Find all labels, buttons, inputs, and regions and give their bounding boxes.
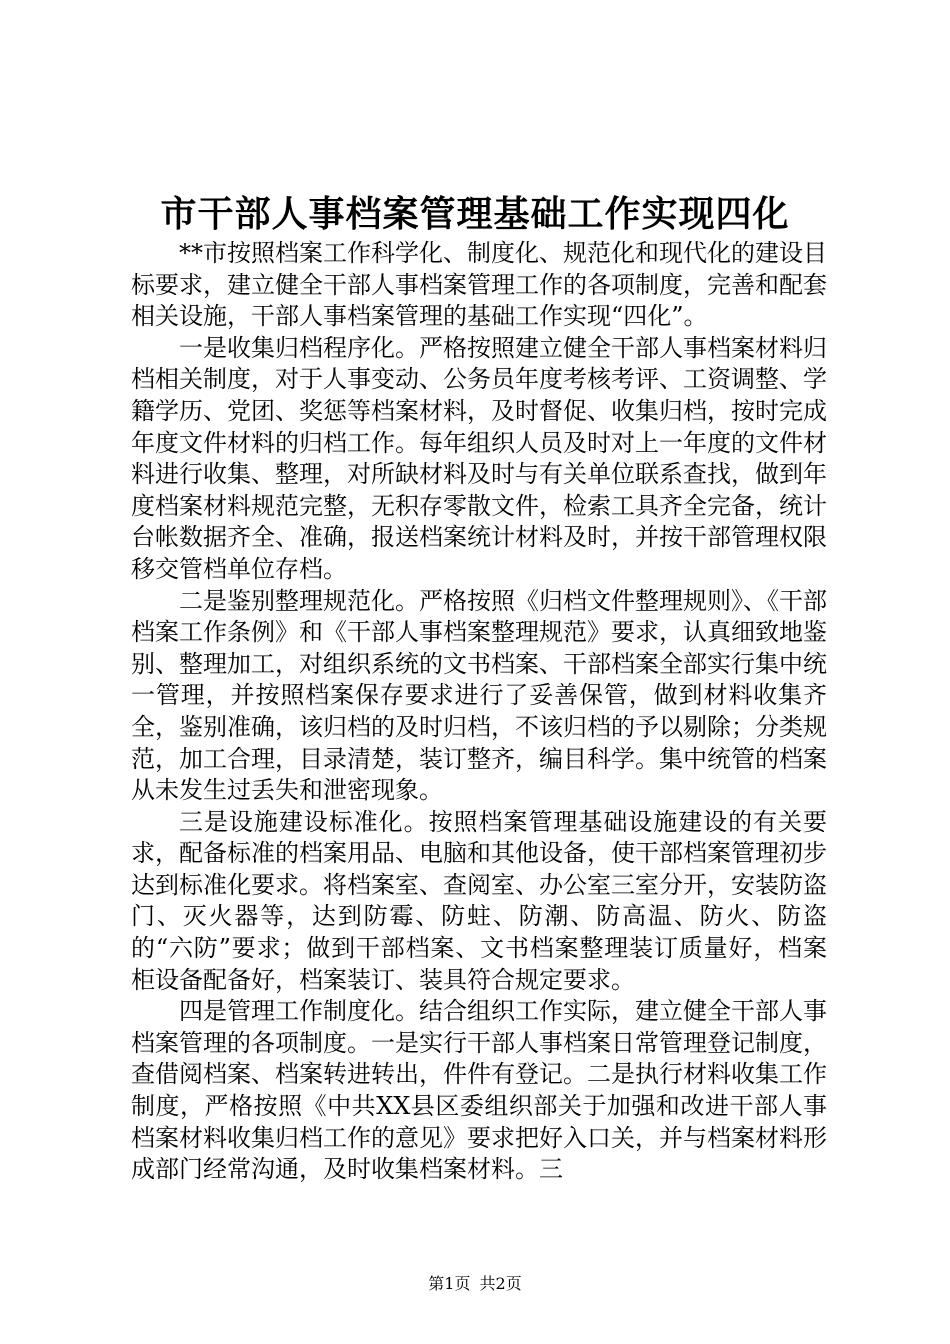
paragraph-collection-archiving: 一是收集归档程序化。严格按照建立健全干部人事档案材料归档相关制度，对于人事变动、公务员年度考核考评、工资调整、学籍学历、党团、奖惩等档案材料，及时督促、收集归档，按时完成年度文件材料的归档工作。每年组织人员及时对上一年度的文件材料进行收集、整理，对所缺材料及时与有关单位联系查找，做到年度档案材料规范完整，无积存零散文件，检索工具齐全完备，统计台帐数据齐全、准确，报送档案统计材料及时，并按干部管理权限移交管档单位存档。 bbox=[131, 333, 827, 583]
page-number: 第1页 bbox=[428, 1274, 471, 1293]
paragraph-intro: **市按照档案工作科学化、制度化、规范化和现代化的建设目标要求，建立健全干部人事档案管理工作的各项制度，完善和配套相关设施，干部人事档案管理的基础工作实现“四化”。 bbox=[131, 239, 827, 331]
document-body bbox=[131, 238, 827, 1186]
total-pages: 共2页 bbox=[479, 1274, 522, 1293]
paragraph-facility-standardization: 三是设施建设标准化。按照档案管理基础设施建设的有关要求，配备标准的档案用品、电脑和其他设备，使干部档案管理初步达到标准化要求。将档案室、查阅室、办公室三室分开，安装防盗门、灭火器等，达到防霉、防蛀、防潮、防高温、防火、防盗的“六防”要求；做到干部档案、文书档案整理装订质量好，档案柜设备配备好，档案装订、装具符合规定要求。 bbox=[131, 807, 827, 994]
page-footer bbox=[0, 1271, 950, 1294]
paragraph-identification-sorting: 二是鉴别整理规范化。严格按照《归档文件整理规则》、《干部档案工作条例》和《干部人事档案整理规范》要求，认真细致地鉴别、整理加工，对组织系统的文书档案、干部档案全部实行集中统一管理，并按照档案保存要求进行了妥善保管，做到材料收集齐全，鉴别准确，该归档的及时归档，不该归档的予以剔除；分类规范，加工合理，目录清楚，装订整齐，编目科学。集中统管的档案从未发生过丢失和泄密现象。 bbox=[131, 586, 827, 805]
document-title: 市干部人事档案管理基础工作实现四化 bbox=[160, 193, 790, 235]
paragraph-management-system: 四是管理工作制度化。结合组织工作实际，建立健全干部人事档案管理的各项制度。一是实行干部人事档案日常管理登记制度，查借阅档案、档案转进转出，件件有登记。二是执行材料收集工作制度，严格按照《中共XX县区委组织部关于加强和改进干部人事档案材料收集归档工作的意见》要求把好入口关，并与档案材料形成部门经常沟通，及时收集档案材料。三 bbox=[131, 997, 827, 1184]
